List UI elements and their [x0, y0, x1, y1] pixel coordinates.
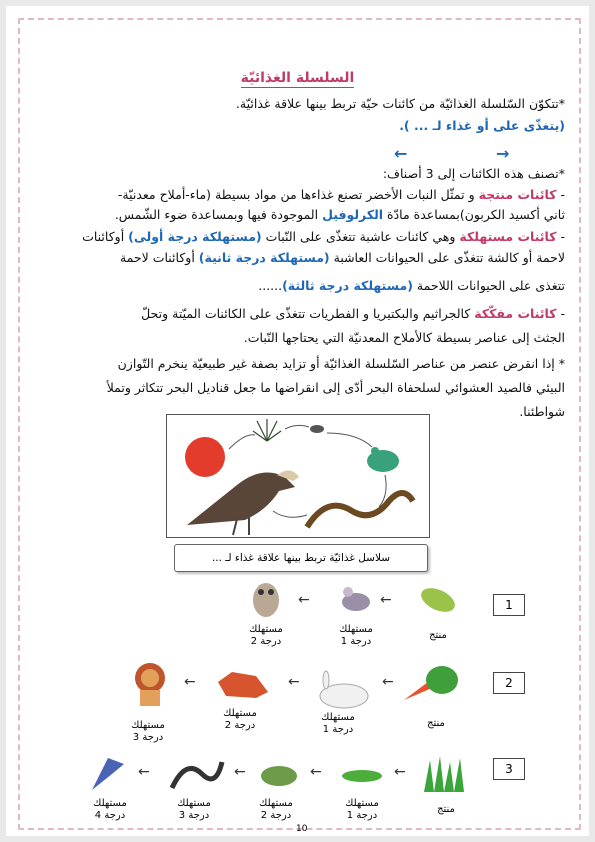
frog-icon	[367, 447, 399, 472]
direction-arrows	[376, 144, 536, 163]
insect-icon	[310, 425, 324, 433]
owl-icon	[246, 576, 286, 620]
chain3-consumer1-label: مستهلك درجة 1	[345, 798, 379, 821]
producers-line-2: ثاني أكسيد الكربون)بمساعدة مادّة الكرلوفيل الموجودة فيها وبمساعدة ضوء الشّمس.	[114, 207, 565, 222]
chain3-producer-label: منتج	[437, 804, 455, 815]
arrow-right-icon: →	[496, 144, 510, 163]
extinction-line-2: البيئي فالصيد العشوائي لسلحفاة البحر أدّى إلى انقراضها ما جعل قناديل البحر تتكاثر وتملأ	[106, 380, 565, 395]
chain3-arrow-d: ←	[138, 764, 150, 780]
chain1-arrow-a: ←	[380, 592, 392, 608]
chain-number-3: 3	[493, 758, 525, 780]
decomposers-line-1: - كائنات مفكّكة كالجراثيم والبكتيريا و الفطريات تتغذّى على الكائنات الميّتة وتحلّ	[141, 306, 565, 321]
snake-icon	[307, 493, 413, 527]
chain2-arrow-a: ←	[382, 674, 394, 690]
intro-text: *تتكوّن السّلسلة الغذائيّة من كائنات حيّة تربط بينها علاقة غذائيّة.	[235, 96, 565, 111]
grasshopper-icon	[336, 762, 390, 788]
chain3-arrow-a: ←	[394, 764, 406, 780]
extinction-line-3: شواطئنا.	[519, 404, 565, 419]
mouse-icon	[336, 578, 376, 618]
intro-relation: (يتغذّى على أو غذاء لـ ... ).	[399, 118, 565, 133]
grass-icon	[253, 419, 281, 441]
chain-number-1: 1	[493, 594, 525, 616]
chain1-arrow-b: ←	[298, 592, 310, 608]
chain1-consumer1-label: مستهلك درجة 1	[339, 624, 373, 647]
chain2-arrow-c: ←	[184, 674, 196, 690]
chain1-consumer2-label: مستهلك درجة 2	[249, 624, 283, 647]
fox-icon	[212, 662, 272, 706]
leaf-icon	[416, 580, 460, 620]
consumers-line-3: تتغذى على الحيوانات اللاحمة (مستهلكة درجة ثالثة)......	[258, 278, 565, 293]
snake-small-icon	[166, 748, 228, 796]
chain3-consumer3-label: مستهلك درجة 3	[177, 798, 211, 821]
rabbit-icon	[310, 670, 380, 710]
page-number: 10	[296, 824, 308, 834]
eagle-icon	[187, 470, 299, 535]
consumers-line-2: لاحمة أو كالشة تتغذّى على الحيوانات العاشبة (مستهلكة درجة ثانية) أوكائنات لاحمة	[119, 250, 565, 265]
eagle-small-icon	[88, 750, 128, 794]
lion-icon	[128, 660, 172, 710]
chain-number-2: 2	[493, 672, 525, 694]
decomposers-line-2: الجثث إلى عناصر بسيطة كالأملاح المعدنيّة التي يحتاجها النّبات.	[243, 330, 565, 345]
carrot-icon	[398, 660, 464, 708]
chain2-arrow-b: ←	[288, 674, 300, 690]
chain3-arrow-c: ←	[234, 764, 246, 780]
chain2-consumer2-label: مستهلك درجة 2	[223, 708, 257, 731]
extinction-line-1: * إذا انقرض عنصر من عناصر السّلسلة الغذائيّة أو تزايد بصفة غير طبيعيّة ينخرم التّوازن	[117, 356, 565, 371]
chain3-consumer2-label: مستهلك درجة 2	[259, 798, 293, 821]
sun-icon	[185, 437, 225, 477]
chain3-arrow-b: ←	[310, 764, 322, 780]
producers-line-1: - كائنات منتجة و تمثّل النبات الأخضر تصنع غذاءها من مواد بسيطة (ماء-أملاح معدنيّة-	[117, 187, 565, 202]
chain2-consumer1-label: مستهلك درجة 1	[321, 712, 355, 735]
food-chain-illustration	[166, 414, 430, 538]
chain3-consumer4-label: مستهلك درجة 4	[93, 798, 127, 821]
chain1-producer-label: منتج	[429, 630, 447, 641]
arrow-left-icon: ←	[394, 144, 408, 163]
illustration-caption: سلاسل غذائيّة تربط بينها علاقة غذاء لـ ...	[174, 544, 428, 572]
consumers-line-1: - كائنات مستهلكة وهي كائنات عاشبة تتغذّى على النّبات (مستهلكة درجة أولى) أوكائنات	[82, 229, 565, 244]
worksheet-page	[6, 6, 589, 836]
grass-tuft-icon	[420, 754, 470, 794]
chain2-producer-label: منتج	[427, 718, 445, 729]
frog-small-icon	[256, 758, 302, 790]
classification-heading: *تصنف هذه الكائنات إلى 3 أصناف:	[382, 166, 565, 181]
chain2-consumer3-label: مستهلك درجة 3	[131, 720, 165, 743]
page-title: السلسلة الغذائيّة	[240, 70, 355, 86]
